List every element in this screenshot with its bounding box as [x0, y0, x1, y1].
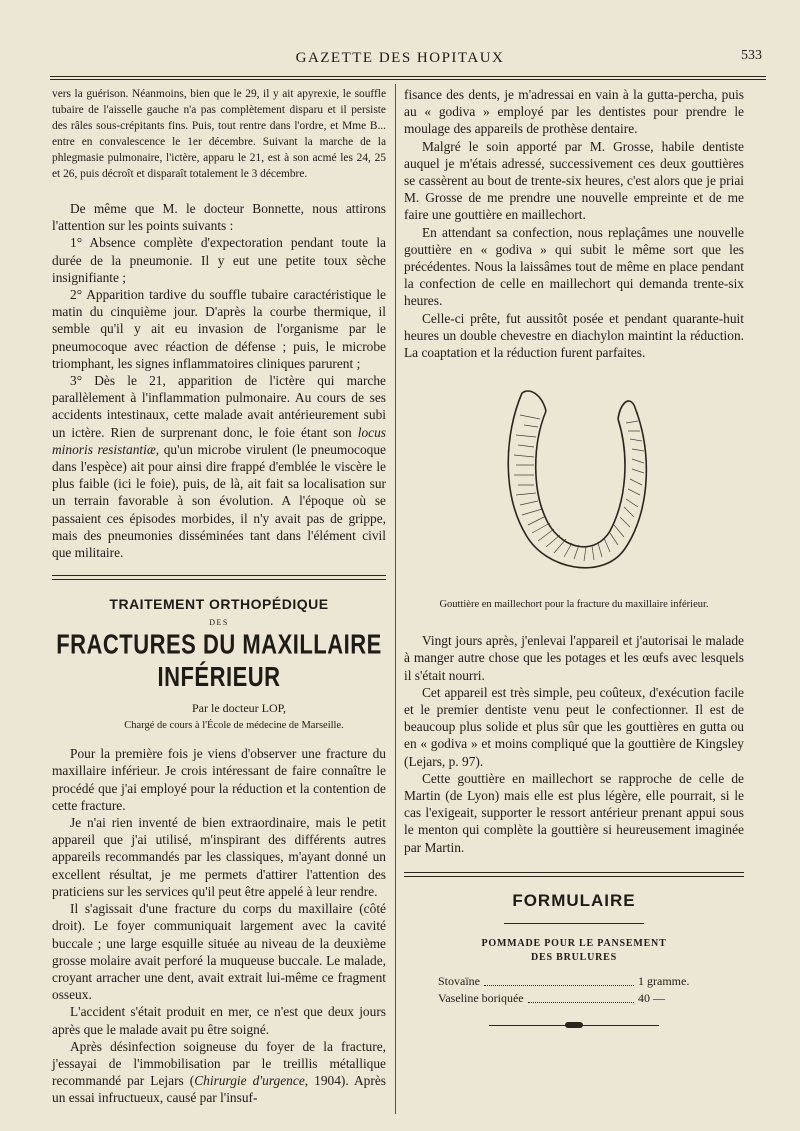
column-divider: [395, 84, 396, 1114]
article-paragraph-2: Je n'ai rien inventé de bien extraordinaire, mais le petit appareil que j'ai utilisé, m'inspirant des différents autres appareils recommandés par les classiques, m'ayant donné un excellent résultat, je me permets d'attirer l'attention des praticiens sur les services qu'il peut être appelé à leur rendre.: [52, 815, 386, 899]
author-byline: Par le docteur LOP,: [192, 701, 286, 716]
ingredient-amount: 1 gramme.: [638, 973, 690, 988]
ingredient-name: Stovaïne: [438, 973, 480, 988]
jaw-splint-illustration: [484, 375, 664, 590]
left-column: [52, 86, 386, 1107]
article-continuation-7: Cette gouttière en maillechort se rapproche de celle de Martin (de Lyon) mais elle est plus légère, elle pourrait, si le cas l'exigeait, supporter le ressort antérieur prenant appui sous le menton qui complète la gouttière si heureusement imaginée par Martin.: [404, 770, 744, 855]
recipe-title: POMMADE POUR LE PANSEMENT: [481, 937, 667, 949]
formulaire-rule: [404, 872, 744, 877]
ingredient-row: [438, 973, 708, 990]
ingredient-name: Vaseline boriquée: [438, 990, 524, 1005]
ingredient-amount: 40 —: [638, 990, 665, 1005]
formulaire-title: FORMULAIRE: [512, 890, 636, 910]
ingredient-list: [438, 973, 708, 1007]
section-title: TRAITEMENT ORTHOPÉDIQUE: [109, 596, 329, 613]
article-continuation-3: En attendant sa confection, nous replaçâmes une nouvelle gouttière en « godiva » qui subit le même sort que les précédentes. Nous la laissâmes tout de même en place pendant la confection de celle en maillechort qui demanda trente-six heures.: [404, 224, 744, 309]
closing-ornament: [489, 1023, 659, 1029]
jaw-splint-figure: [484, 375, 664, 590]
article-continuation-4: Celle-ci prête, fut aussitôt posée et pendant quarante-huit heures un double chevestre en diachylon maintint la réduction. La coaptation et la réduction furent parfaites.: [404, 310, 744, 361]
point-2-paragraph: 2° Apparition tardive du souffle tubaire caractéristique le matin du cinquième jour. D'après la courbe thermique, il semble qu'il y ait eu invasion de l'organisme par le pneumocoque avec réaction de défense ; puis, le microbe triomphant, les signes inflammatoires cliniques parurent ;: [52, 287, 386, 371]
article-continuation-1: fisance des dents, je m'adressai en vain à la gutta-percha, puis au « godiva » employé par les dentistes pour prendre le moulage des appareils de prothèse dentaire.: [404, 87, 744, 137]
article-paragraph-4: L'accident s'était produit en mer, ce n'est que deux jours après que le malade avait pu être soigné.: [52, 1004, 386, 1037]
figure-caption: Gouttière en maillechort pour la fracture du maxillaire inférieur.: [439, 599, 709, 611]
author-affiliation: Chargé de cours à l'École de médecine de Marseille.: [124, 720, 344, 732]
article-continuation-6: Cet appareil est très simple, peu coûteux, d'exécution facile et le premier dentiste venu peut le confectionner. Il est de beaucoup plus solide et plus sûr que les gouttières en gutta ou en « godiva » et moins compliqué que la gouttière de Kingsley (Lejars, p. 97).: [404, 684, 744, 769]
page-number: 533: [741, 48, 762, 63]
header-rule: [50, 76, 766, 80]
recipe-subtitle: DES BRULURES: [530, 951, 617, 963]
article-continuation-2: Malgré le soin apporté par M. Grosse, habile dentiste auquel je m'étais adressé, successivement ces deux gouttières se cassèrent au bout de trente-six heures, c'est alors que je priai M. Grosse de me prendre une nouvelle empreinte et de me faire une gouttière en maillechort.: [404, 138, 744, 223]
ingredient-row: [438, 990, 708, 1007]
right-column: [404, 86, 744, 1029]
formulaire-underline: [504, 923, 644, 924]
point-3-paragraph: 3° Dès le 21, apparition de l'ictère qui marche parallèlement à l'inflammation pulmonaire. Au cours de ses accidents intestinaux, cette malade avait antérieurement subi un ictère. Rien de surprenant donc, le foie étant son locus minoris resistantiæ, qu'un microbe virulent (le pneumocoque dans l'espèce) ait pour ainsi dire frappé d'emblée le viscère le plus faible (ici le foie), puis, de là, ait fait sa localisation sur un terrain favorable à son évolution. A l'époque où se passaient ces épisodes morbides, il n'y avait pas de grippe, mais des pneumonies disséminées tant dans l'élément civil que militaire.: [52, 373, 386, 561]
attention-paragraph: De même que M. le docteur Bonnette, nous attirons l'attention sur les points suivants :: [52, 201, 386, 234]
point-1-paragraph: 1° Absence complète d'expectoration pendant toute la durée de la pneumonie. Il y eut une petite toux sèche insignifiante ;: [52, 235, 386, 285]
article-paragraph-1: Pour la première fois je viens d'observer une fracture du maxillaire inférieur. Je crois intéressant de faire connaître le procédé que j'ai employé pour la réduction et la contention de cette fracture.: [52, 746, 386, 813]
section-des: DES: [209, 618, 229, 628]
leader-dots: [528, 990, 634, 1003]
case-conclusion-paragraph: vers la guérison. Néanmoins, bien que le 29, il y ait apyrexie, le souffle tubaire de l'aisselle gauche n'a pas complètement disparu et il persiste des râles sous-crépitants fins. Puis, tout rentre dans l'ordre, et Mme B... entre en convalescence le 1er décembre. Suivant la marche de la phlegmasie pulmonaire, l'ictère, apparu le 21, est à son acmé les 24, 25 et 26, puis décroît et disparaît totalement le 3 décembre.: [52, 88, 386, 180]
article-paragraph-5: Après désinfection soigneuse du foyer de la fracture, j'essayai de l'immobilisation par le treillis métallique recommandé par Lejars (Chirurgie d'urgence, 1904). Après un essai infructueux, causé par l'insuf-: [52, 1038, 386, 1106]
article-paragraph-3: Il s'agissait d'une fracture du corps du maxillaire (côté droit). Le foyer communiquait largement avec la cavité buccale ; une large esquille située au niveau de la deuxième grosse molaire avait perforé la muqueuse buccale. Le malade, croyant arracher une dent, avait extrait lui-même ce fragment osseux.: [52, 901, 386, 1003]
article-title: FRACTURES DU MAXILLAIRE INFÉRIEUR: [56, 628, 382, 693]
running-title: GAZETTE DES HOPITAUX: [295, 50, 505, 66]
leader-dots: [484, 973, 634, 986]
article-continuation-5: Vingt jours après, j'enlevai l'appareil et j'autorisai le malade à manger autre chose que les potages et les œufs avec lesquels il s'était nourri.: [404, 633, 744, 683]
